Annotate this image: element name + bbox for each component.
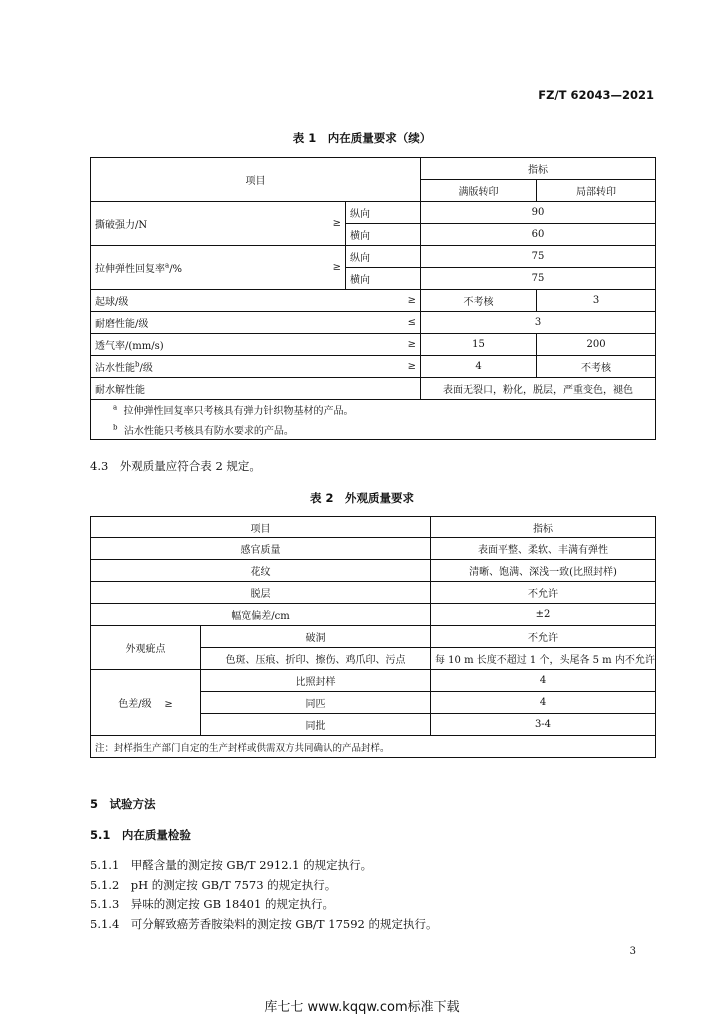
header-index: 指标 xyxy=(421,158,656,180)
row-value: 表面无裂口，粉化，脱层，严重变色，褪色 xyxy=(421,378,656,400)
row-value: 不允许 xyxy=(431,582,656,604)
header-partial-transfer: 局部转印 xyxy=(537,180,656,202)
clause-5-1-2: 5.1.2 pH 的测定按 GB/T 7573 的规定执行。 xyxy=(90,878,337,892)
row-value: 4 xyxy=(421,356,537,378)
row-value: 75 xyxy=(421,246,656,268)
row-label: 耐磨性能/级 xyxy=(91,312,346,334)
row-value: 15 xyxy=(421,334,537,356)
table1-caption: 表 1 内在质量要求（续） xyxy=(292,131,432,145)
clause-4-3: 4.3 外观质量应符合表 2 规定。 xyxy=(90,459,261,473)
row-label: 同批 xyxy=(201,714,431,736)
table-note: 注：封样指生产部门自定的生产封样或供需双方共同确认的产品封样。 xyxy=(91,736,656,758)
direction-label: 纵向 xyxy=(346,202,421,224)
footnote: $^a$ 拉伸弹性回复率只考核具有弹力针织物基材的产品。 xyxy=(91,400,656,420)
table2-caption: 表 2 外观质量要求 xyxy=(309,491,414,505)
footnote: $^b$ 沾水性能只考核具有防水要求的产品。 xyxy=(91,420,656,440)
operator: ≥ xyxy=(296,246,346,290)
row-label: 透气率/(mm/s) xyxy=(91,334,346,356)
download-watermark: 库七七 www.kqqw.com标准下载 xyxy=(264,1000,460,1015)
row-label: 脱层 xyxy=(91,582,431,604)
section-5-1-title: 5.1 内在质量检验 xyxy=(90,828,191,842)
operator: ≥ xyxy=(346,356,421,378)
row-label: 比照封样 xyxy=(201,670,431,692)
header-item: 项目 xyxy=(91,158,421,202)
row-value: 90 xyxy=(421,202,656,224)
row-value: 3 xyxy=(421,312,656,334)
row-label: 破洞 xyxy=(201,626,431,648)
clause-5-1-3: 5.1.3 异味的测定按 GB 18401 的规定执行。 xyxy=(90,897,334,911)
color-diff-label: 色差/级 ≥ xyxy=(91,670,201,736)
row-label: 沾水性能$^b$/级 xyxy=(91,356,346,378)
row-value: 不考核 xyxy=(421,290,537,312)
row-value: ±2 xyxy=(431,604,656,626)
row-value: 4 xyxy=(431,670,656,692)
direction-label: 横向 xyxy=(346,224,421,246)
row-label: 幅宽偏差/cm xyxy=(91,604,431,626)
appearance-quality-table xyxy=(90,516,656,758)
direction-label: 横向 xyxy=(346,268,421,290)
row-label: 起球/级 xyxy=(91,290,346,312)
row-label: 同匹 xyxy=(201,692,431,714)
row-value: 4 xyxy=(431,692,656,714)
operator: ≤ xyxy=(346,312,421,334)
section-5-title: 5 试验方法 xyxy=(90,797,156,811)
row-label: 撕破强力/N xyxy=(91,202,296,246)
standard-number: FZ/T 62043—2021 xyxy=(538,88,654,102)
row-value: 不允许 xyxy=(431,626,656,648)
row-value: 清晰、饱满、深浅一致(比照封样) xyxy=(431,560,656,582)
row-value: 3-4 xyxy=(431,714,656,736)
header-item: 项目 xyxy=(91,517,431,538)
row-value: 每 10 m 长度不超过 1 个，头尾各 5 m 内不允许 xyxy=(431,648,656,670)
row-value: 75 xyxy=(421,268,656,290)
row-label: 色斑、压痕、折印、擦伤、鸡爪印、污点 xyxy=(201,648,431,670)
row-value: 60 xyxy=(421,224,656,246)
row-label: 感官质量 xyxy=(91,538,431,560)
row-value: 表面平整、柔软、丰满有弹性 xyxy=(431,538,656,560)
defects-label: 外观疵点 xyxy=(91,626,201,670)
header-full-transfer: 满版转印 xyxy=(421,180,537,202)
row-value: 3 xyxy=(537,290,656,312)
operator: ≥ xyxy=(346,290,421,312)
row-label: 拉伸弹性回复率$^a$/% xyxy=(91,246,296,290)
row-label: 花纹 xyxy=(91,560,431,582)
internal-quality-table xyxy=(90,157,656,440)
direction-label: 纵向 xyxy=(346,246,421,268)
operator: ≥ xyxy=(346,334,421,356)
page-number: 3 xyxy=(629,946,636,957)
clause-5-1-1: 5.1.1 甲醛含量的测定按 GB/T 2912.1 的规定执行。 xyxy=(90,858,373,872)
row-value: 不考核 xyxy=(537,356,656,378)
row-value: 200 xyxy=(537,334,656,356)
row-label: 耐水解性能 xyxy=(91,378,421,400)
operator: ≥ xyxy=(296,202,346,246)
header-index: 指标 xyxy=(431,517,656,538)
clause-5-1-4: 5.1.4 可分解致癌芳香胺染料的测定按 GB/T 17592 的规定执行。 xyxy=(90,917,438,931)
